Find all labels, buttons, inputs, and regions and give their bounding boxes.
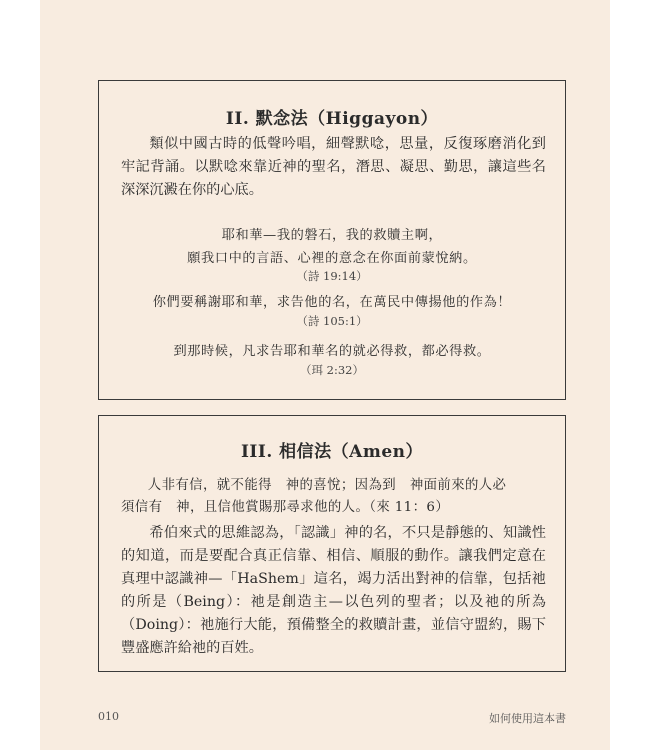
page-number: 010 (98, 710, 119, 723)
verse-line: 願我口中的言語、心裡的意念在你面前蒙悅納。 (187, 251, 477, 266)
section-paragraph: 希伯來式的思維認為，「認識」神的名，不只是靜態的、知識性的知道，而是要配合真正信靠、相信、順服的動作。讓我們定意在真理中認識神—「HaShem」這名，竭力活出對神的信靠，包括祂的所是（Being）：祂是創造主—以色列的聖者；以及祂的所為（Doing）：祂施行大能，預備整全的救贖計畫，並信守盟約，賜下豐盛應許給祂的百姓。 (121, 525, 546, 656)
verse-reference: （珥 2:32） (300, 363, 364, 377)
running-title: 如何使用這本書 (489, 712, 566, 725)
section-paragraph: 類似中國古時的低聲吟唱，細聲默唸，思量，反復琢磨消化到牢記背誦。以默唸來靠近神的聖名，潛思、凝思、勤思，讓這些名深深沉澱在你的心底。 (121, 136, 546, 198)
verse-line: 到那時候，凡求告耶和華名的就必得救，都必得救。 (173, 344, 491, 359)
verse-line: 你們要稱謝耶和華，求告他的名，在萬民中傳揚他的作為！ (152, 295, 512, 310)
section-box-amen (98, 415, 566, 672)
book-page (40, 0, 610, 750)
verse-line: 須信有 神，且信他賞賜那尋求他的人。（來 11：6） (121, 500, 450, 515)
verse-reference: （詩 19:14） (296, 269, 368, 283)
section-title: III. 相信法（Amen） (240, 442, 424, 462)
section-title: II. 默念法（Higgayon） (225, 109, 439, 129)
verse-line: 耶和華—我的磐石，我的救贖主啊， (221, 228, 443, 243)
section-box-higgayon (98, 80, 566, 400)
verse-line: 人非有信，就不能得 神的喜悅；因為到 神面前來的人必 (147, 478, 507, 493)
verse-reference: （詩 105:1） (296, 314, 368, 328)
